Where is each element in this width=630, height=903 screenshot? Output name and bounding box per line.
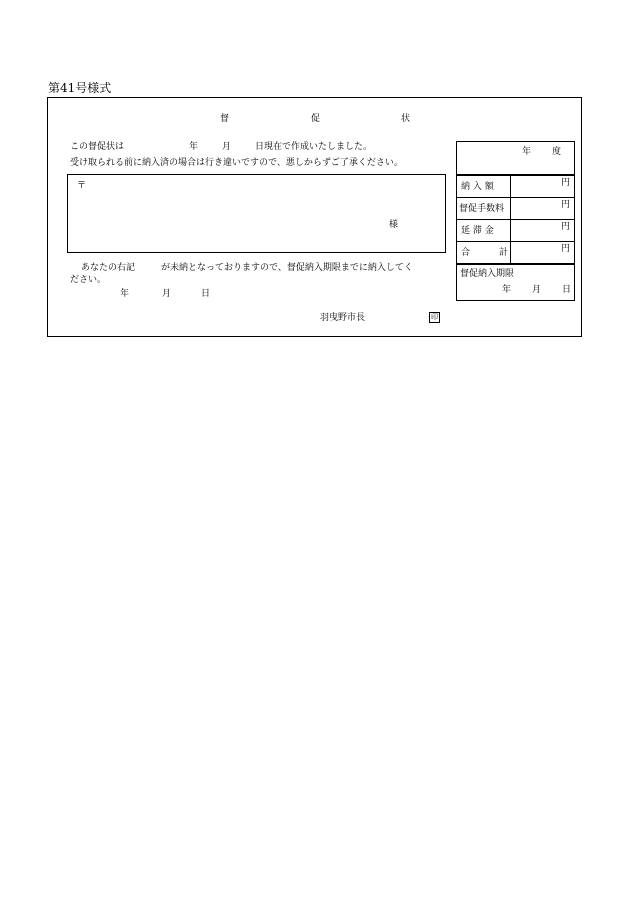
honorific-sama: 様 <box>389 220 399 230</box>
fee-row-unit: 円 <box>561 200 571 210</box>
notice-date-day: 日 <box>201 289 211 299</box>
title-char-3: 状 <box>401 114 411 124</box>
total-row <box>456 241 575 264</box>
fiscal-year-nen: 年 <box>522 147 532 157</box>
total-row-label-cell <box>457 242 511 263</box>
deadline-box <box>456 264 575 301</box>
total-row-unit: 円 <box>561 244 571 254</box>
amount-row-label-cell <box>457 176 511 197</box>
fiscal-year-box <box>456 141 575 175</box>
total-row-label-b: 計 <box>499 248 509 258</box>
deadline-day: 日 <box>562 285 572 295</box>
deadline-month: 月 <box>532 285 542 295</box>
total-row-label-a: 合 <box>461 248 471 258</box>
notice-date-month: 月 <box>162 289 172 299</box>
seal-stamp: 印 <box>431 313 438 321</box>
deadline-year: 年 <box>502 285 512 295</box>
amount-row-unit: 円 <box>561 178 571 188</box>
title-char-2: 促 <box>311 114 321 124</box>
unpaid-notice-line2: ださい。 <box>70 275 107 285</box>
notice-line: 受け取られる前に納入済の場合は行き違いですので、悪しからずご了承ください。 <box>70 158 403 168</box>
amount-row <box>456 175 575 198</box>
late-fee-row-unit: 円 <box>561 222 571 232</box>
created-prefix: この督促状は <box>70 142 125 152</box>
form-number: 第41号様式 <box>48 81 112 95</box>
fiscal-year-do: 度 <box>552 147 562 157</box>
created-suffix: 日現在で作成いたしました。 <box>255 142 373 152</box>
late-fee-row-label-cell <box>457 220 511 241</box>
amount-row-label: 納 入 額 <box>461 182 494 192</box>
postal-mark: 〒 <box>77 181 87 191</box>
notice-date-year: 年 <box>120 289 130 299</box>
deadline-label: 督促納入期限 <box>460 269 515 279</box>
fee-row <box>456 197 575 220</box>
late-fee-row <box>456 219 575 242</box>
created-month: 月 <box>222 142 232 152</box>
fee-row-label: 督促手数料 <box>459 204 505 214</box>
fee-row-label-cell <box>457 198 511 219</box>
created-year: 年 <box>189 142 199 152</box>
issuer-name: 羽曳野市長 <box>320 313 366 323</box>
title-char-1: 督 <box>220 114 230 124</box>
unpaid-notice-a: あなたの右記 <box>81 263 136 273</box>
late-fee-row-label: 延 滞 金 <box>461 226 494 236</box>
unpaid-notice-b: が未納となっておりますので、督促納入期限までに納入してく <box>161 263 413 273</box>
address-box <box>67 174 446 253</box>
